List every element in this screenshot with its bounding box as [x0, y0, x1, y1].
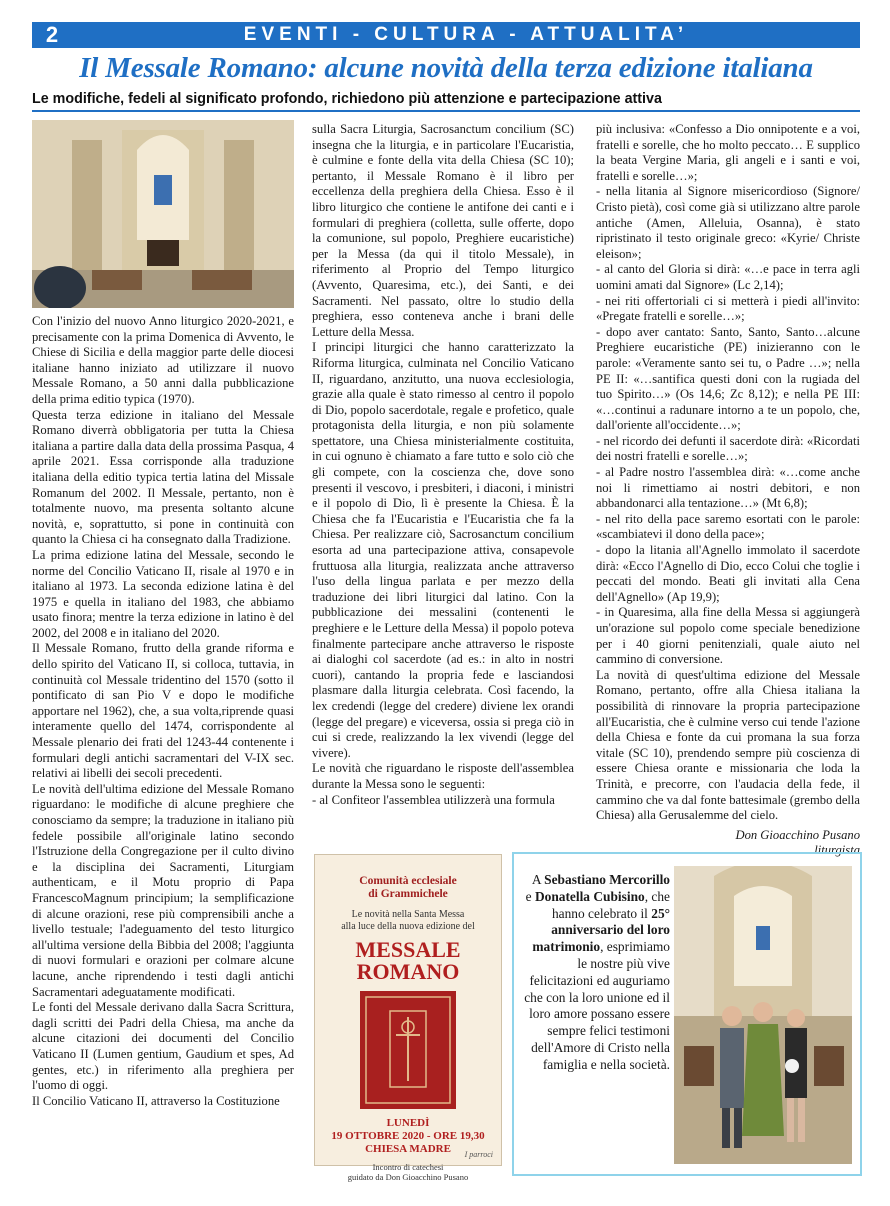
church-interior-photo: [32, 120, 294, 308]
anniversary-text: A Sebastiano Mercorillo e Donatella Cubisino, che hanno celebrato il 25° anniversario del loro matrimonio, esprimiamo le nostre più vive felicitazioni ed auguriamo che con la loro unione ed il loro amore possano essere sempre felici testimoni dell'Amore di Cristo nella famiglia e nella società.: [524, 872, 670, 1072]
couple-photo: [674, 866, 852, 1164]
paragraph: più inclusiva: «Confesso a Dio onnipotente e a voi, fratelli e sorelle, che ho molto peccato… E supplico la beata Vergine Maria, gli angeli e i santi e voi, fratelli e sorelle…»;: [596, 122, 860, 183]
paragraph: Le novità che riguardano le risposte dell'assemblea durante la Messa sono le seguenti:: [312, 761, 574, 791]
paragraph: - dopo la litania all'Agnello immolato il sacerdote dirà: «Ecco l'Agnello di Dio, ecco Colui che toglie i peccati del mondo. Beati gli invitati alla Cena dell'Agnello» (Ap 19,9);: [596, 543, 860, 604]
event-poster: [314, 854, 502, 1182]
page-number: 2: [45, 22, 59, 47]
missal-cover-image: [360, 991, 456, 1109]
anniversary-box: [512, 852, 862, 1176]
paragraph: sulla Sacra Liturgia, Sacrosanctum concilium (SC) insegna che la liturgia, e in particolare l'Eucaristia, è culmine e fonte della vita della Chiesa (SC 10); pertanto, il Messale Romano è il libro per eccellenza della preghiera della Chiesa. Esso è il libro liturgico che contiene le antifone dei canti e i formulari di preghiera (colletta, sulle offerte, dopo la comunione, sul popolo, Preghiere eucaristiche) per la Messa (da qui il titolo Messale), in riferimento al Proprio del Tempo liturgico (Avvento, Quaresima, etc.), dei Santi, e dei Sacramenti. Nel passato, oltre lo studio della preghiera, esso conteneva anche i brani delle Letture della Messa.: [312, 122, 574, 339]
paragraph: - al Confiteor l'assemblea utilizzerà una formula: [312, 792, 555, 807]
paragraph: - nella litania al Signore misericordioso (Signore/ Cristo pietà), così come già si utilizzano altre parole antiche (Amen, Alleluia, Osanna), è stato ripristinato il testo originale greco: «Kyrie/ Christe eleison»;: [596, 184, 860, 261]
paragraph: - nel ricordo dei defunti il sacerdote dirà: «Ricordati dei nostri fratelli e sorelle…»;: [596, 433, 860, 464]
poster-date: LUNEDÌ 19 OTTOBRE 2020 - ORE 19,30 CHIESA MADRE: [331, 1117, 485, 1155]
paragraph: Il Concilio Vaticano II, attraverso la Costituzione: [32, 1093, 280, 1108]
paragraph: - al Padre nostro l'assemblea dirà: «…come anche noi li rimettiamo ai nostri debitori, e non abbandonarci alla tentazione…» (Mt 6,8);: [596, 465, 860, 511]
paragraph: - nel rito della pace saremo esortati con le parole: «scambiatevi il dono della pace»;: [596, 511, 860, 542]
article-title: Il Messale Romano: alcune novità della terza edizione italiana: [79, 52, 813, 84]
paragraph: La novità di quest'ultima edizione del Messale Romano, pertanto, offre alla Chiesa italiana la possibilità di rinnovare la propria partecipazione all'Eucaristia, che è culmine verso cui tende l'azione della Chiesa e fonte da cui promana la sua forza vitale (SC 10), prendendo sempre più coscienza di essere Chiesa orante e missionaria che loda la Trinità, e precorre, con l'audacia della fede, il cammino che va dal fonte battesimale (grembo della Chiesa) alla Gerusalemme del cielo.: [596, 667, 861, 823]
poster-org: Comunità ecclesiale di Grammichele: [359, 875, 457, 900]
author-role: liturgista: [814, 843, 860, 858]
paragraph: - in Quaresima, alla fine della Messa si aggiungerà un'orazione sul popolo come speciale benedizione per i 40 giorni penitenziali, quale aiuto nel cammino di conversione.: [596, 605, 860, 667]
poster-signature: I parroci: [464, 1150, 493, 1159]
paragraph: I principi liturgici che hanno caratterizzato la Riforma liturgica, culminata nel Concilio Vaticano II, riguardano, anzitutto, una nuova ecclesiologia, grazie alla quale è stato rimesso al centro il popolo di Dio, popolo sacerdotale, regale e profetico, quale protagonista della liturgia, e non più solamente spettatore, una Chiesa ministerialmente costituita, in cui ognuno è chiamato a fare tutto e solo ciò che gli compete, con la coscienza che, dove sono presenti il vescovo, i presbiteri, i diaconi, i ministri e il popolo di Dio, lì è presente la Chiesa. È la Chiesa che fa l'Eucaristia e l'Eucaristia che fa la Chiesa. Per realizzare ciò, Sacrosanctum concilium esorta ad una partecipazione attiva, consapevole fruttuosa alla liturgia, realizzata anche attraverso l'uso della lingua parlata e per mezzo della traduzione dei libri liturgici dal latino. Con la pubblicazione dei messalini (contenenti le preghiere e le Letture della Messa) il popolo poteva finalmente partecipare anche attraverso le risposte ai dialoghi col sacerdote (ad es.: in alto in nostri cuori), cantando la propria fede e lasciandosi plasmare dalla liturgia celebrata. Così facendo, la lex credendi (legge del credere) diviene lex orandi (legge del pregare) e viceversa, ossia si prega ciò in cui si crede, realizzando la lex vivendi (legge del vivere).: [312, 340, 574, 760]
paragraph: Questa terza edizione in italiano del Messale Romano diverrà obbligatoria per tutta la Chiesa italiana a partire dalla data della prossima Pasqua, 4 aprile 2021. Essa corrisponde alla traduzione italiana della editio typica tertia latina del Missale Romanum del 2002. Il Messale, pertanto, non è totalmente nuovo, ma presenta soltanto alcune novità, e, soprattutto, si pone in continuità con quanto la Chiesa ci ha consegnato dalla Tradizione.: [32, 407, 294, 547]
poster-headline: MESSALE ROMANO: [355, 937, 461, 984]
paragraph: Le novità dell'ultima edizione del Messale Romano riguardano: le modifiche di alcune preghiere che conosciamo da sempre; la traduzione in italiano più fedele possibile all'originale latino secondo l'Istruzione della Congregazione per il culto divino e la disciplina dei Sacramenti, Liturgiam authenticam, e il Motu proprio di Papa FrancescoMagnum principium; la semplificazione di alcune orazioni, rese più comprensibili anche a livello testuale; l'adeguamento del testo liturgico all'ultima versione della Bibbia del 2008; l'aggiunta di nuovi formulari e orazioni per colmare alcune lacune, anche riprendendo i testi dagli antichi Sacramentari adeguatamente modificati.: [32, 781, 294, 999]
poster-intro: Le novità nella Santa Messa alla luce della nuova edizione del: [341, 909, 475, 932]
article-column-3: [596, 122, 860, 859]
author-name: Don Gioacchino Pusano: [735, 827, 860, 842]
article-column-2: [312, 122, 574, 808]
section-banner: [32, 22, 860, 48]
paragraph: - nei riti offertoriali ci si metterà i piedi all'invito: «Pregate fratelli e sorelle…»;: [596, 293, 860, 324]
paragraph: - al canto del Gloria si dirà: «…e pace in terra agli uomini amati dal Signore» (Lc 2,14);: [596, 262, 860, 292]
paragraph: Con l'inizio del nuovo Anno liturgico 2020-2021, e precisamente con la prima Domenica di Avvento, le Chiese di Sicilia e della maggior parte delle diocesi italiane hanno iniziato ad utilizzare il nuovo Messale Romano, a 50 anni dalla pubblicazione della prima editio typica (1970).: [32, 314, 294, 406]
paragraph: La prima edizione latina del Messale, secondo le norme del Concilio Vaticano II, risale al 1970 e in italiano al 1973. La seconda edizione latina è del 1975 e quella in italiano del 1983, che abbiamo usato finora; mentre la terza edizione in latino è del 2002, del 2008 e in italiano del 2020.: [32, 547, 294, 640]
paragraph: - dopo aver cantato: Santo, Santo, Santo…alcune Preghiere eucaristiche (PE) inizieranno con le parole: «Veramente santo sei tu, o Padre …»; nella PE II: «…santifica questi doni con la rugiada del tuo Spirito…» (Os 14,6; Zc 8,12); e nella PE III: «…continui a radunare intorno a te un popolo, che, dall'oriente all'occidente…»;: [596, 324, 860, 433]
article-subtitle: Le modifiche, fedeli al significato profondo, richiedono più attenzione e partecipazione attiva: [32, 91, 860, 112]
section-title: EVENTI - CULTURA - ATTUALITA’: [243, 24, 689, 45]
article-column-1: [32, 120, 294, 1109]
paragraph: Il Messale Romano, frutto della grande riforma e dello spirito del Vaticano II, si colloca, tuttavia, in continuità col Messale tridentino del 1570 (sotto il pontificato di san Pio V e dopo le modifiche apportare nel 1962), che, a sua volta,riprende quasi interamente quello del 1474, corrispondente al Messale plenario dei frati del 1243-44 contenente i formulari degli antichi sacramentari del V-IX sec. relativi ai libelli dei secoli precedenti.: [32, 641, 294, 781]
poster-details: Incontro di catechesi guidato da Don Gioacchino Pusano: [347, 1162, 469, 1182]
paragraph: Le fonti del Messale derivano dalla Sacra Scrittura, dagli scritti dei Padri della Chiesa, ma anche da alcune citazioni dei documenti del Concilio Vaticano II (Lumen gentium, Gaudium et spes, Ad gentes, etc.) in riferimento alla preghiera per l'uomo di oggi.: [32, 1000, 294, 1093]
